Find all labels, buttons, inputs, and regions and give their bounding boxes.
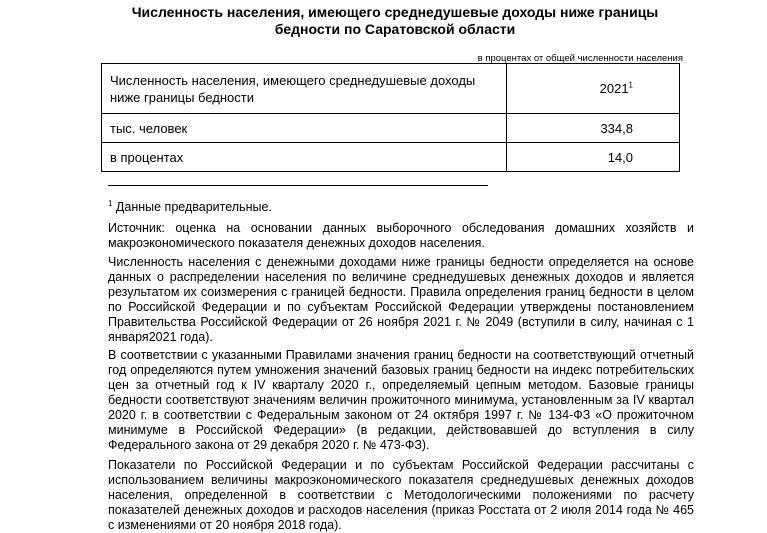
- document-title: Численность населения, имеющего среднедушевые доходы ниже границы бедности по Саратовской области: [131, 4, 659, 37]
- footnote-divider: [108, 185, 488, 186]
- table-year-cell: [507, 64, 680, 114]
- table-header-label: Численность населения, имеющего среднедушевые доходы ниже границы бедности: [102, 64, 507, 114]
- row-value-thousands: 334,8: [507, 114, 680, 143]
- table-header-row: [102, 64, 680, 114]
- table-row: [102, 143, 680, 172]
- row-value-percent: 14,0: [507, 143, 680, 172]
- source-paragraph: Источник: оценка на основании данных выборочного обследования домашних хозяйств и макроэкономического показателя денежных доходов населения.: [108, 221, 694, 250]
- row-label-percent: в процентах: [102, 143, 507, 172]
- footnote: [108, 200, 272, 214]
- table-row: [102, 114, 680, 143]
- footnote-text: Данные предварительные.: [112, 200, 272, 214]
- rules-paragraph: В соответствии с указанными Правилами значения границ бедности на соответствующий отчетный год определяются путем умножения значений базовых границ бедности на индекс потребительских цен за отчетный год к IV кварталу 2020 г., определяемый цепным методом. Базовые границы бедности соответствуют значениям величин прожиточного минимума, установленным за IV квартал 2020 г. в соответствии с Федеральным законом от 24 октября 1997 г. № 134-ФЗ «О прожиточном минимуме в Российской Федерации» (в редакции, действовавшей до вступления в силу Федерального закона от 29 декабря 2020 г. № 473-ФЗ).: [108, 348, 694, 452]
- table-year: 2021: [599, 81, 629, 96]
- calculation-paragraph: Показатели по Российской Федерации и по субъектам Российской Федерации рассчитаны с использованием величины макроэкономического показателя среднедушевых денежных доходов населения, определенной в соответствии с Методологическими положениями по расчету показателей денежных доходов и расходов населения (приказ Росстата от 2 июля 2014 года № 465 с изменениями от 20 ноября 2018 года).: [108, 458, 694, 532]
- method-paragraph: Численность населения с денежными доходами ниже границы бедности определяется на основе данных о распределении населения по величине среднедушевых денежных доходов и является результатом их соизмерения с границей бедности. Правила определения границ бедности в целом по Российской Федерации и по субъектам Российской Федерации утверждены постановлением Правительства Российской Федерации от 26 ноября 2021 г. № 2049 (вступили в силу, начиная с 1 января2021 года).: [108, 255, 694, 344]
- footnote-number: 1: [108, 198, 113, 208]
- units-note: в процентах от общей численности населения: [477, 53, 683, 64]
- row-label-thousands: тыс. человек: [102, 114, 507, 143]
- poverty-table: [101, 63, 680, 172]
- footnote-mark: 1: [628, 80, 633, 90]
